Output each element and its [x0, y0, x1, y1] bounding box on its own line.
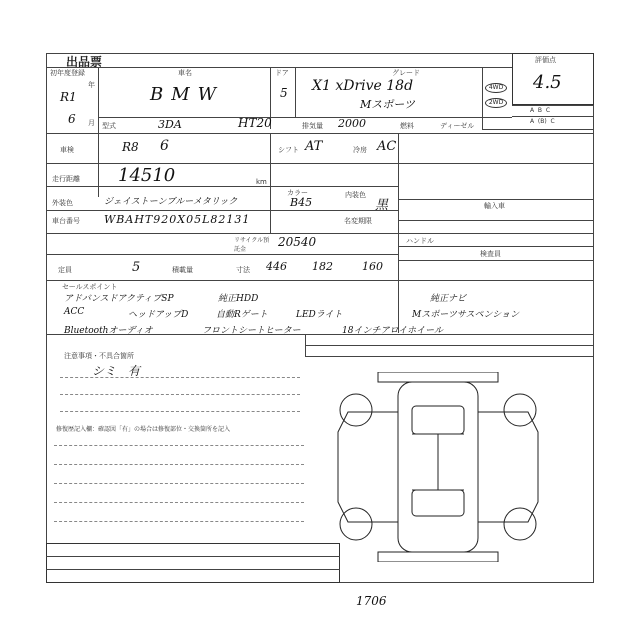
- divider: [512, 105, 594, 106]
- year-label: 年: [88, 81, 95, 89]
- displacement-value: 2000: [338, 117, 366, 130]
- car-damage-diagram: [318, 372, 548, 562]
- capacity-label: 定員: [58, 266, 72, 274]
- displacement-label: 排気量: [302, 122, 323, 130]
- divider: [46, 254, 398, 255]
- divider: [398, 220, 594, 221]
- interior-value: 黒: [375, 198, 389, 213]
- note-line: [60, 394, 300, 395]
- model-type-label: 型式: [102, 122, 116, 130]
- dimensions-label: 寸法: [236, 266, 250, 274]
- divider: [398, 233, 594, 234]
- fuel-label: 燃料: [400, 122, 414, 130]
- shaken-label: 車検: [60, 146, 74, 154]
- sales-point-item: 自動Rゲート: [216, 310, 268, 320]
- recycle-label: リサイクル預託金: [234, 237, 270, 253]
- divider: [46, 280, 398, 281]
- sales-point-item: 純正ナビ: [430, 294, 467, 304]
- drive-4wd-option: 4WD: [485, 83, 507, 93]
- notes-label: 注意事項・不具合箇所: [64, 352, 134, 360]
- repair-line: [54, 483, 304, 484]
- ac-value: AC: [377, 139, 397, 154]
- ac-label: 冷房: [353, 146, 367, 154]
- sales-point-label: セールスポイント: [62, 283, 118, 291]
- divider: [46, 334, 305, 335]
- grade-line2: Mスポーツ: [360, 98, 415, 111]
- load-label: 積載量: [172, 266, 193, 274]
- divider: [398, 246, 594, 247]
- divider: [46, 210, 398, 211]
- repair-note-label: 修復歴記入欄：確認図「有」の場合は修復部位・交換箇所を記入: [56, 426, 231, 433]
- sales-point-item: 18インチアロイホイール: [342, 326, 444, 336]
- rear-bumper: [378, 552, 498, 562]
- divider: [305, 334, 306, 356]
- length-value: 446: [266, 260, 287, 273]
- recycle-value: 20540: [278, 235, 317, 249]
- first-reg-month: 6: [68, 112, 76, 126]
- divider: [305, 345, 594, 346]
- month-label: 月: [88, 119, 95, 127]
- note-line: [60, 377, 300, 378]
- grade-line1: X1 xDrive 18d: [312, 78, 414, 94]
- divider: [270, 133, 271, 233]
- color-name: ジェイストーンブルーメタリック: [104, 197, 238, 207]
- drive-2wd-option: 2WD: [485, 98, 507, 108]
- import-label: 輸入車: [484, 202, 505, 210]
- chassis-label: 車台番号: [52, 217, 80, 225]
- chassis-value: WBAHT920X05L82131: [104, 213, 251, 226]
- maker-value: BMW: [150, 84, 225, 105]
- interior-grade-letters: A B C: [530, 107, 551, 114]
- door-label: ドア: [275, 69, 289, 77]
- interior-label: 内装色: [345, 191, 366, 199]
- divider: [398, 199, 594, 200]
- sales-point-item: ACC: [64, 307, 85, 317]
- score-label: 評価点: [535, 56, 556, 64]
- divider: [46, 233, 398, 234]
- front-bumper: [378, 372, 498, 382]
- first-reg-era: R1: [60, 90, 77, 104]
- handle-label: ハンドル: [406, 237, 434, 245]
- repair-line: [54, 464, 304, 465]
- color-code-label: カラー: [287, 189, 308, 197]
- shaken-era: R8: [122, 140, 139, 154]
- shaken-month: 6: [160, 138, 169, 154]
- divider: [305, 356, 594, 357]
- mileage-label: 走行距離: [52, 175, 80, 183]
- fuel-value: ディーゼル: [440, 122, 475, 130]
- first-reg-label: 初年度登録: [50, 69, 85, 77]
- height-value: 160: [362, 260, 383, 273]
- grade-label: グレード: [392, 69, 420, 77]
- windshield: [412, 406, 464, 434]
- title-change-label: 名変期限: [344, 217, 372, 225]
- divider: [46, 133, 594, 134]
- divider: [305, 334, 594, 335]
- model-prefix: 3DA: [158, 118, 182, 131]
- width-value: 182: [312, 260, 333, 273]
- divider: [398, 260, 594, 261]
- divider: [98, 67, 99, 197]
- sales-point-item: 純正HDD: [218, 294, 259, 304]
- repair-line: [54, 445, 304, 446]
- inspector-number: 1706: [356, 594, 387, 608]
- sales-point-item: Mスポーツサスペンション: [412, 310, 520, 320]
- inspection-label: 検査員: [480, 250, 501, 258]
- score-value: 4.5: [533, 72, 562, 93]
- divider: [46, 569, 340, 570]
- model-code: HT20: [238, 116, 272, 130]
- exterior-grade-letters: A (B) C: [530, 118, 555, 125]
- divider: [512, 116, 594, 117]
- shift-value: AT: [305, 139, 323, 154]
- shift-label: シフト: [278, 146, 299, 154]
- front-right-wheel: [504, 394, 536, 426]
- rear-left-wheel: [340, 508, 372, 540]
- sheet-title: 出品票: [66, 55, 103, 69]
- sales-point-item: ヘッドアップD: [128, 310, 189, 320]
- divider: [46, 163, 398, 164]
- rear-window: [412, 490, 464, 516]
- left-side-view: [338, 412, 398, 522]
- divider: [398, 163, 594, 164]
- rear-right-wheel: [504, 508, 536, 540]
- maker-label: 車名: [178, 69, 192, 77]
- divider: [482, 67, 483, 129]
- right-side-view: [478, 412, 538, 522]
- parts-table: [46, 543, 340, 583]
- divider: [295, 67, 296, 117]
- exterior-color-label: 外装色: [52, 199, 73, 207]
- sales-point-item: フロントシートヒーター: [202, 326, 301, 336]
- divider: [46, 186, 398, 187]
- notes-value: シミ 有: [92, 364, 141, 378]
- repair-line: [54, 502, 304, 503]
- mileage-value: 14510: [118, 165, 176, 186]
- sales-point-item: LEDライト: [296, 310, 343, 320]
- mileage-unit: km: [256, 178, 267, 186]
- divider: [46, 556, 340, 557]
- color-code: B45: [290, 196, 313, 209]
- divider: [398, 280, 594, 281]
- note-line: [60, 411, 300, 412]
- sales-point-item: アドバンスドアクティブSP: [64, 294, 174, 304]
- divider: [482, 129, 594, 130]
- repair-line: [54, 521, 304, 522]
- capacity-value: 5: [132, 260, 141, 275]
- front-left-wheel: [340, 394, 372, 426]
- sales-point-item: Bluetoothオーディオ: [64, 326, 153, 336]
- doors-value: 5: [280, 86, 288, 100]
